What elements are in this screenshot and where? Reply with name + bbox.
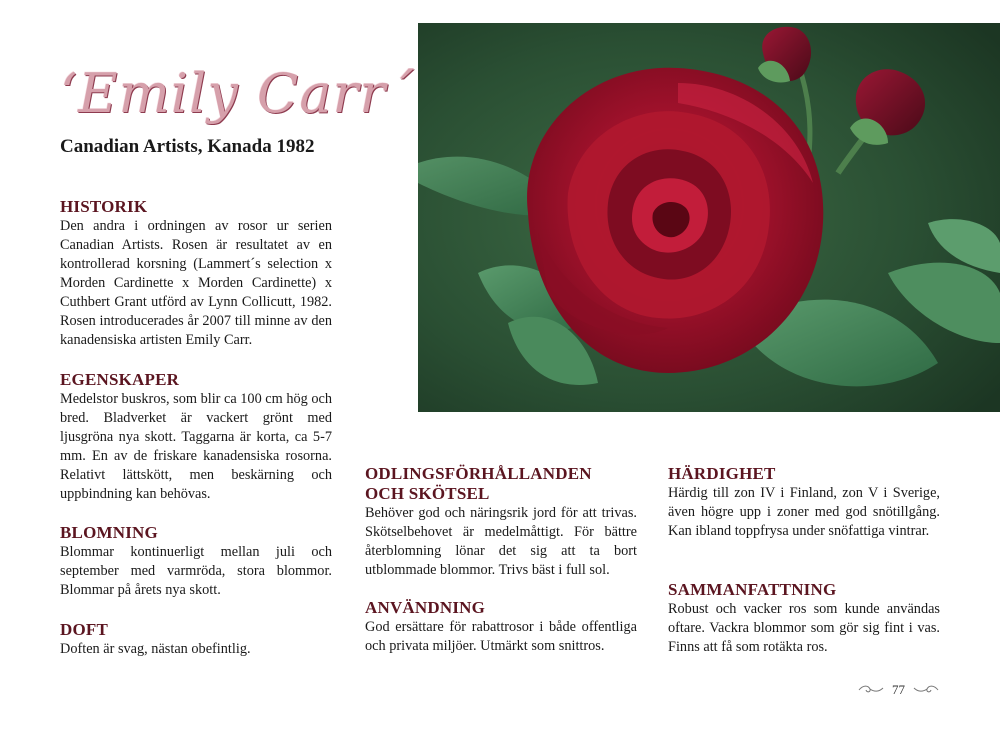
sammanfattning-text: Robust och vacker ros som kunde användas oftare. Vackra blommor som gör sig fint i vas. Finns att få som rotäkta ros.	[668, 601, 940, 655]
anvandning-heading: ANVÄNDNING	[365, 598, 486, 617]
section-blomning	[60, 523, 332, 600]
doft-heading: DOFT	[60, 620, 109, 639]
section-doft	[60, 620, 332, 659]
page-number: 77	[892, 682, 905, 697]
section-hardighet	[668, 464, 940, 541]
odling-heading: ODLINGSFÖRHÅLLANDEN OCH SKÖTSEL	[365, 464, 592, 503]
historik-text: Den andra i ordningen av rosor ur serien Canadian Artists. Rosen är resultatet av en kontrollerad korsning (Lammert´s selection x Morden Cardinette x Morden Cardinette) x Cuthbert Grant utförd av Lynn Collicutt, 1982. Rosen introducerades år 2007 till minne av den kanadensiska artisten Emily Carr.	[60, 218, 332, 348]
page-footer	[858, 682, 939, 698]
egenskaper-heading: EGENSKAPER	[60, 370, 180, 389]
doft-text: Doften är svag, nästan obefintlig.	[60, 641, 251, 657]
sammanfattning-heading: SAMMANFATTNING	[668, 580, 837, 599]
historik-heading: HISTORIK	[60, 197, 148, 216]
rose-title: ‘Emily Carr´	[60, 62, 415, 125]
odling-text: Behöver god och näringsrik jord för att trivas. Skötselbehovet är medelmåttigt. För bättre återblomning lönar det sig att ta bort utblommade blommor. Trivs bäst i full sol.	[365, 505, 637, 578]
red-rose-photo	[418, 23, 1000, 412]
section-odling	[365, 464, 637, 580]
blomning-heading: BLOMNING	[60, 523, 158, 542]
hardighet-text: Härdig till zon IV i Finland, zon V i Sverige, även högre upp i zoner med god snötillgång. Kan ibland toppfrysa under snöfattiga vintrar.	[668, 485, 940, 539]
section-anvandning	[365, 598, 637, 656]
blomning-text: Blommar kontinuerligt mellan juli och september med varmröda, stora blommor. Blommar på årets nya skott.	[60, 544, 332, 598]
section-historik	[60, 197, 332, 350]
anvandning-text: God ersättare för rabattrosor i både offentliga och privata miljöer. Utmärkt som snittros.	[365, 619, 637, 654]
rose-subtitle: Canadian Artists, Kanada 1982	[60, 136, 315, 157]
egenskaper-text: Medelstor buskros, som blir ca 100 cm hög och bred. Bladverket är vackert grönt med ljusgröna nya skott. Taggarna är korta, ca 5-7 mm. En av de friskare kanadensiska rosorna. Relativt lättskött, men beskärning och uppbindning kan behövas.	[60, 391, 332, 502]
section-sammanfattning	[668, 580, 940, 657]
section-egenskaper	[60, 370, 332, 504]
ornament-right-icon	[913, 682, 939, 698]
hardighet-heading: HÄRDIGHET	[668, 464, 776, 483]
ornament-left-icon	[858, 682, 884, 698]
